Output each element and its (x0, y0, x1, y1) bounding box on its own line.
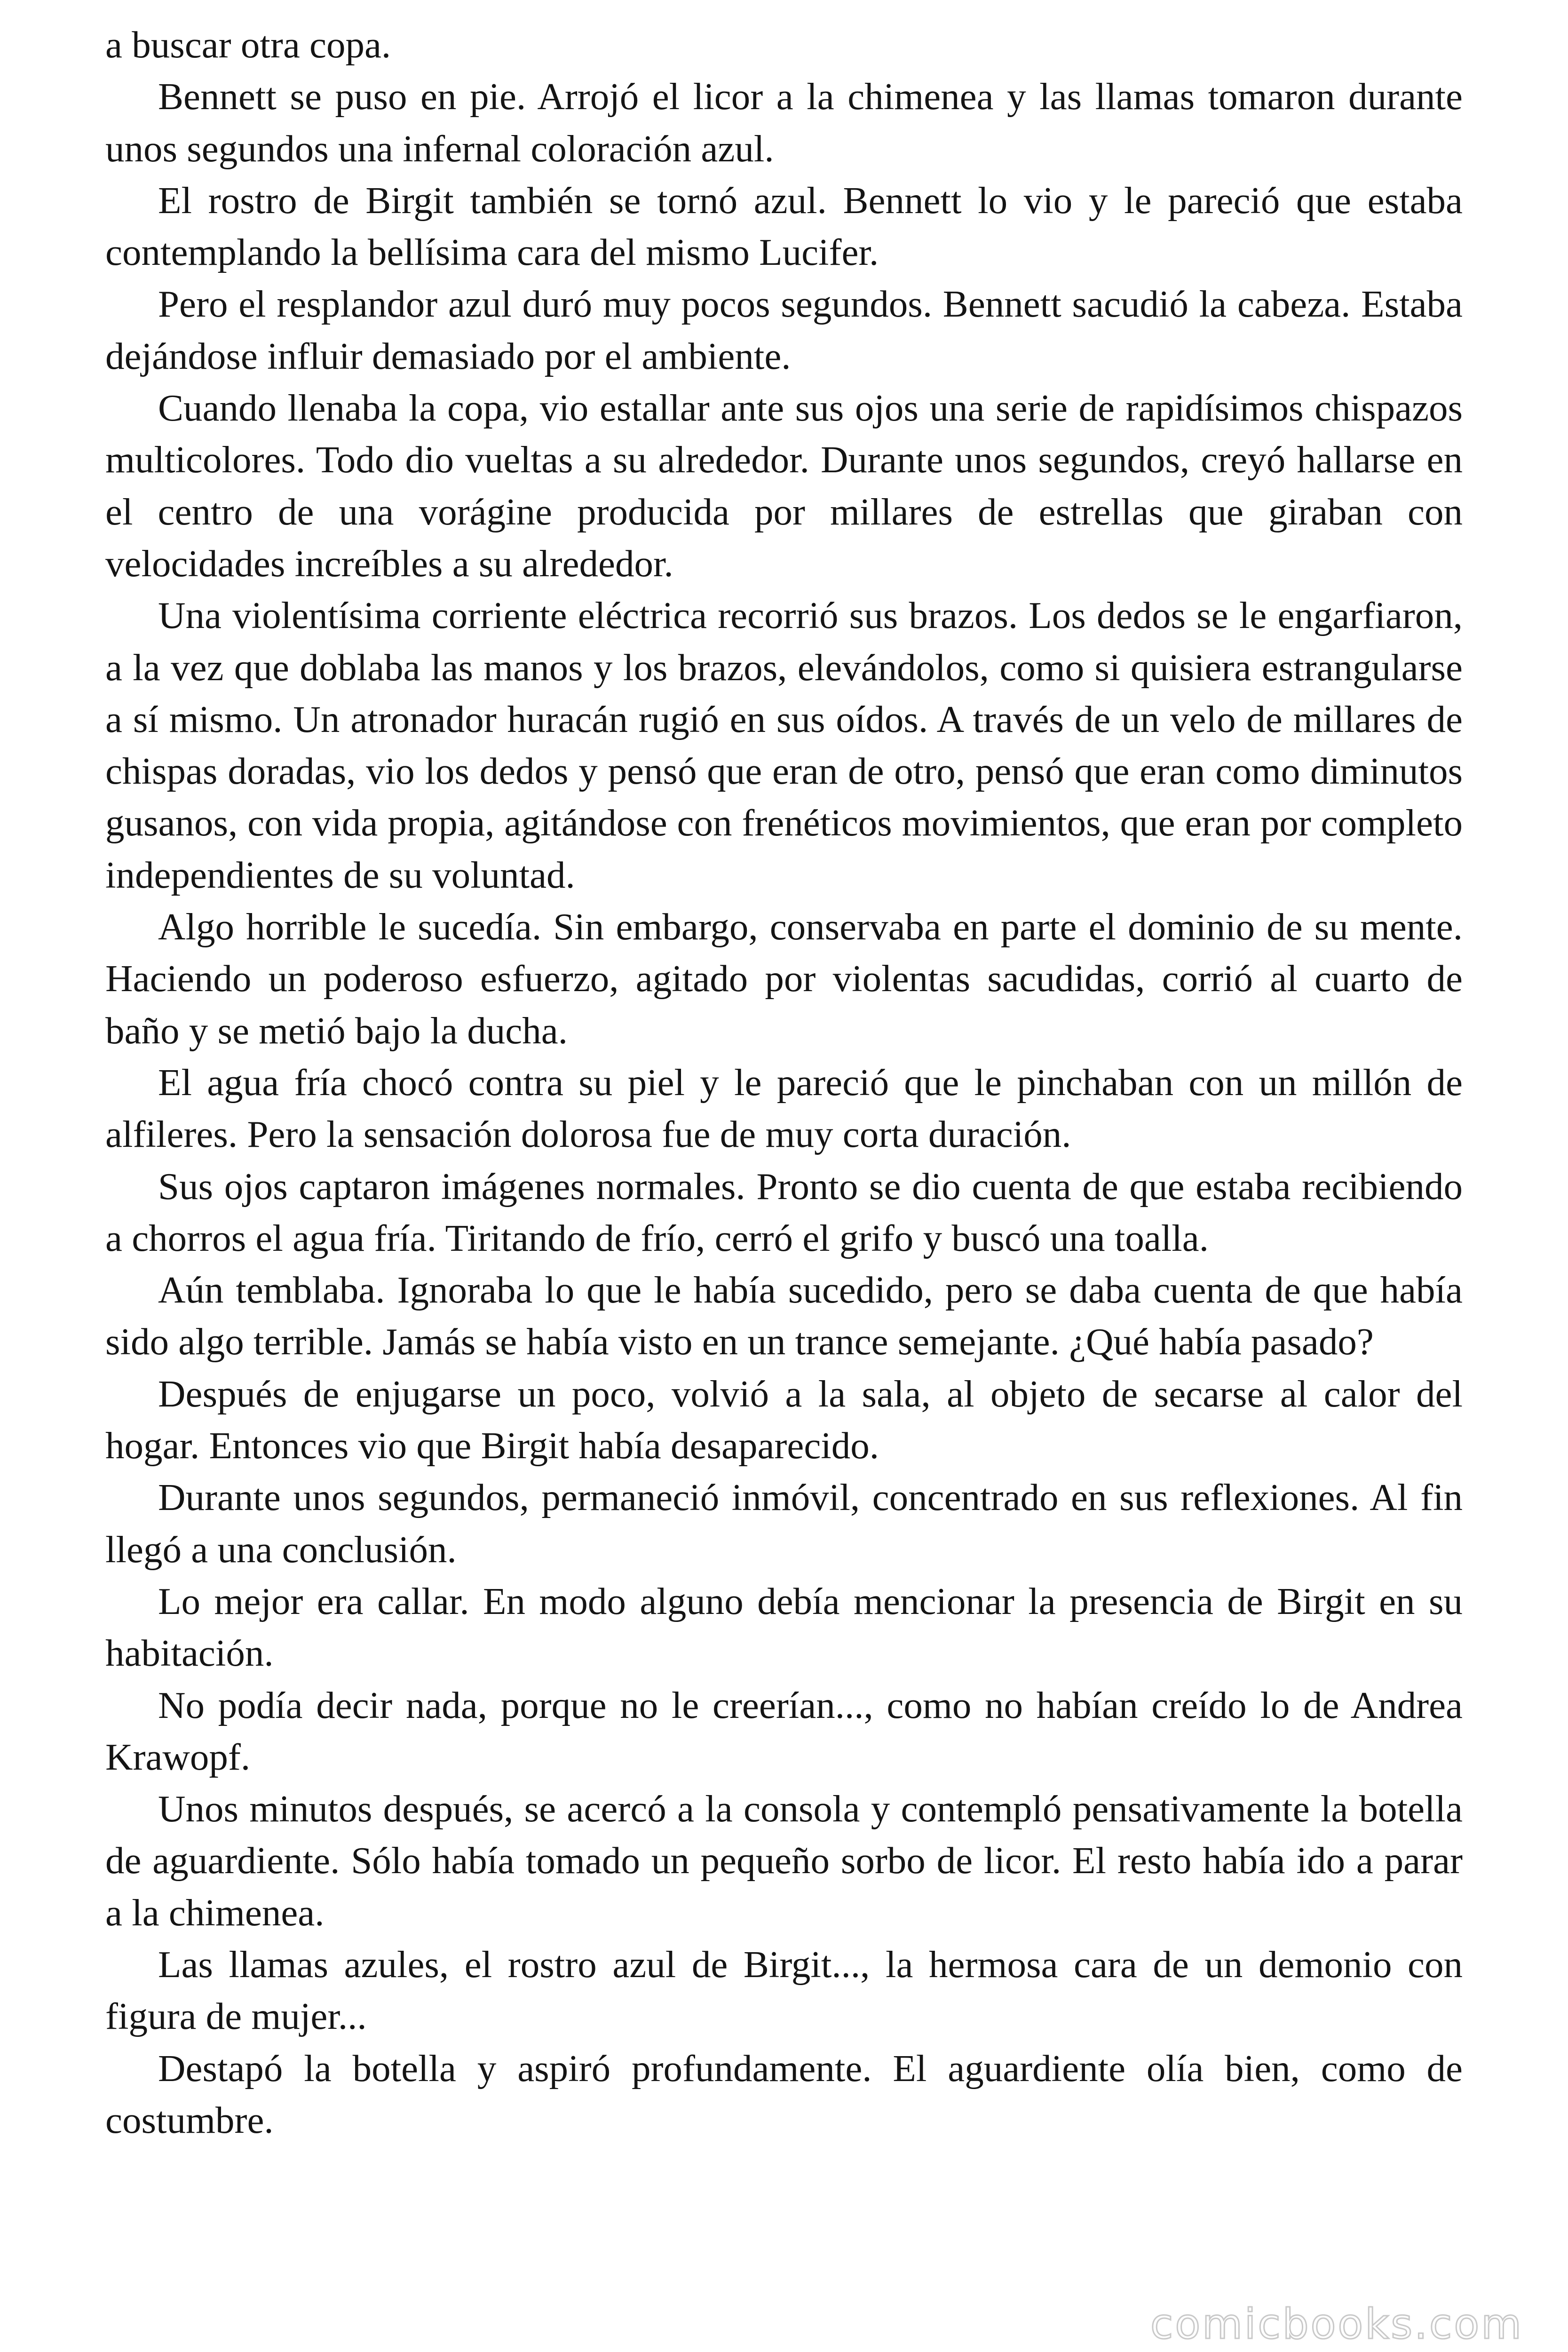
paragraph: Pero el resplandor azul duró muy pocos segundos. Bennett sacudió la cabeza. Estaba dejándose influir demasiado por el ambiente. (105, 283, 1463, 377)
paragraph: Una violentísima corriente eléctrica recorrió sus brazos. Los dedos se le engarfiaron, a la vez que doblaba las manos y los brazos, elevándolos, como si quisiera estrangularse a sí mismo. Un atronador huracán rugió en sus oídos. A través de un velo de millares de chispas doradas, vio los dedos y pensó que eran de otro, pensó que eran como diminutos gusanos, con vida propia, agitándose con frenéticos movimientos, que eran por completo independientes de su voluntad. (105, 594, 1463, 896)
paragraph: Aún temblaba. Ignoraba lo que le había sucedido, pero se daba cuenta de que había sido algo terrible. Jamás se había visto en un trance semejante. ¿Qué había pasado? (105, 1269, 1463, 1363)
paragraph: Durante unos segundos, permaneció inmóvil, concentrado en sus reflexiones. Al fin llegó a una conclusión. (105, 1476, 1463, 1571)
watermark: comicbooks.com (1150, 2300, 1523, 2348)
paragraph: El rostro de Birgit también se tornó azul. Bennett lo vio y le pareció que estaba contemplando la bellísima cara del mismo Lucifer. (105, 179, 1463, 274)
paragraph: Bennett se puso en pie. Arrojó el licor a la chimenea y las llamas tomaron durante unos segundos una infernal coloración azul. (105, 75, 1463, 170)
paragraph: Después de enjugarse un poco, volvió a la sala, al objeto de secarse al calor del hogar. Entonces vio que Birgit había desaparecido. (105, 1372, 1463, 1467)
paragraph: a buscar otra copa. (105, 24, 391, 66)
paragraph: Lo mejor era callar. En modo alguno debía mencionar la presencia de Birgit en su habitación. (105, 1580, 1463, 1675)
paragraph: Cuando llenaba la copa, vio estallar ante sus ojos una serie de rapidísimos chispazos multicolores. Todo dio vueltas a su alrededor. Durante unos segundos, creyó hallarse en el centro de una vorágine producida por millares de estrellas que giraban con velocidades increíbles a su alrededor. (105, 387, 1463, 585)
paragraph: Las llamas azules, el rostro azul de Birgit..., la hermosa cara de un demonio con figura de mujer... (105, 1943, 1463, 2038)
paragraph: Algo horrible le sucedía. Sin embargo, conservaba en parte el dominio de su mente. Haciendo un poderoso esfuerzo, agitado por violentas sacudidas, corrió al cuarto de baño y se metió bajo la ducha. (105, 906, 1463, 1052)
paragraph: Unos minutos después, se acercó a la consola y contempló pensativamente la botella de aguardiente. Sólo había tomado un pequeño sorbo de licor. El resto había ido a parar a la chimenea. (105, 1788, 1463, 1934)
page-text (105, 19, 1463, 2146)
paragraph: Destapó la botella y aspiró profundamente. El aguardiente olía bien, como de costumbre. (105, 2047, 1463, 2141)
paragraph: No podía decir nada, porque no le creerían..., como no habían creído lo de Andrea Krawopf. (105, 1684, 1463, 1778)
paragraph: Sus ojos captaron imágenes normales. Pronto se dio cuenta de que estaba recibiendo a chorros el agua fría. Tiritando de frío, cerró el grifo y buscó una toalla. (105, 1165, 1463, 1259)
paragraph: El agua fría chocó contra su piel y le pareció que le pinchaban con un millón de alfileres. Pero la sensación dolorosa fue de muy corta duración. (105, 1061, 1463, 1156)
